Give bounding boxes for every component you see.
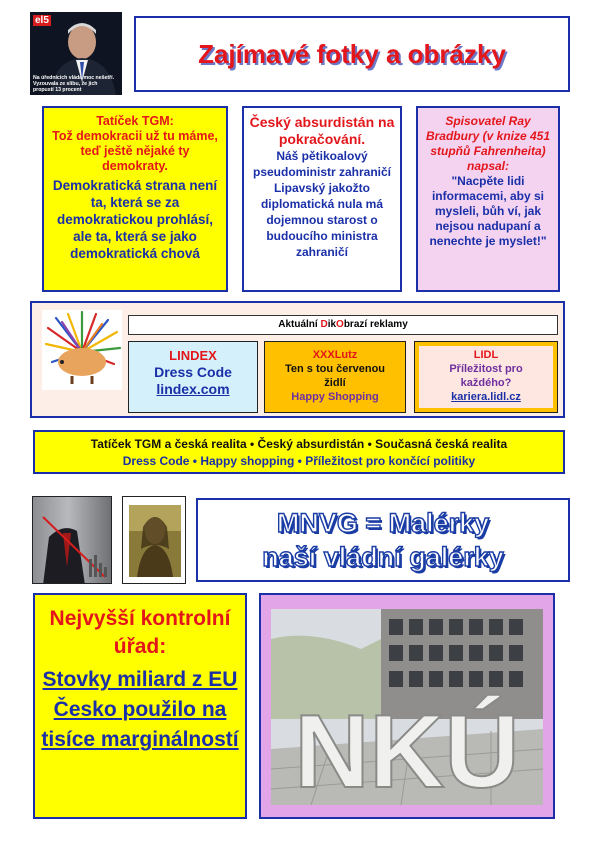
topics-line-2: Dress Code • Happy shopping • Příležitost pro končící politiky	[122, 454, 476, 468]
ads-panel	[30, 301, 565, 418]
galerie-title-box	[196, 498, 570, 582]
pencil-hedgehog-image	[42, 310, 122, 390]
absurdistan-heading: Český absurdistán na pokračování.	[249, 114, 395, 147]
topics-band	[33, 430, 565, 474]
tgm-quote-box	[42, 106, 228, 292]
lidl-name: LIDL	[473, 349, 499, 361]
tgm-heading: Tatíček TGM:	[96, 114, 174, 128]
absurdistan-box	[242, 106, 402, 292]
nku-article-box	[33, 593, 247, 819]
photo-politician-chart[interactable]	[32, 496, 112, 584]
lidl-link[interactable]: kariera.lidl.cz	[451, 391, 521, 403]
lindex-link[interactable]: lindex.com	[156, 381, 230, 397]
xxxlutz-slogan: Happy Shopping	[291, 391, 379, 403]
lindex-line: Dress Code	[154, 364, 232, 380]
photo-mona-lisa[interactable]	[122, 496, 186, 584]
ads-header-ik: ik	[327, 319, 337, 330]
page-title-box	[134, 16, 570, 92]
ads-header	[128, 315, 558, 335]
bradbury-intro: Spisovatel Ray Bradbury (v knize 451 stupňů Fahrenheita) napsal:	[425, 114, 551, 173]
politician-chart-image	[33, 497, 112, 584]
ads-header-o: O	[336, 319, 344, 330]
el5-logo: el5	[35, 15, 49, 26]
nku-sculpture-photo[interactable]	[271, 609, 543, 805]
xxxlutz-name: XXXLutz	[312, 349, 358, 361]
tgm-quote: Tož demokracii už tu máme, teď ještě nějaké ty demokraty.	[52, 129, 218, 173]
ads-header-pre: Aktuální	[278, 319, 321, 330]
nku-sculpture-letters: NKÚ	[294, 694, 520, 805]
topics-line-1: Tatíček TGM a česká realita • Český absurdistán • Současná česká realita	[90, 437, 508, 451]
tgm-body: Demokratická strana není ta, která se za demokratickou prohlásí, ale ta, která se jako demokratická chová	[52, 178, 218, 261]
ads-header-d: D	[320, 319, 328, 330]
nku-photo-frame	[259, 593, 555, 819]
absurdistan-body: Náš pětikoalový pseudoministr zahraničí Lipavský jakožto diplomatická nula má dojemnou starost o budoucího ministra zahraničí	[252, 149, 392, 259]
galerie-title-line-1: MNVG = Malérky	[276, 508, 490, 538]
ad-lidl[interactable]	[414, 341, 558, 413]
ad-lindex[interactable]	[128, 341, 258, 413]
bradbury-quote-box	[416, 106, 560, 292]
ads-header-post: brazí reklamy	[343, 319, 408, 330]
nku-heading: Nejvyšší kontrolní úřad:	[49, 607, 231, 658]
page-title: Zajímavé fotky a obrázky	[198, 38, 506, 69]
lindex-name: LINDEX	[169, 348, 217, 363]
xxxlutz-line: Ten s tou červenou židlí	[284, 363, 386, 389]
nku-article-link[interactable]: Stovky miliard z EU Česko použilo na tisíce marginálností	[41, 668, 239, 751]
bradbury-quote: "Nacpěte lidi informacemi, aby si mysleli, bůh ví, jak nejsou nadupaní a nenechte je myslet!"	[429, 174, 547, 248]
ad-xxxlutz[interactable]	[264, 341, 406, 413]
news-photo-minister[interactable]	[30, 12, 122, 95]
lidl-line: Příležitost pro každého?	[449, 363, 523, 389]
photo-caption: Na úřednících vláda moc nešetří. Vyzouvala ze slibu, že jich propustí 13 procent	[33, 75, 115, 93]
galerie-title-line-2: naší vládní galérky	[262, 542, 504, 572]
mona-lisa-image	[123, 497, 186, 584]
